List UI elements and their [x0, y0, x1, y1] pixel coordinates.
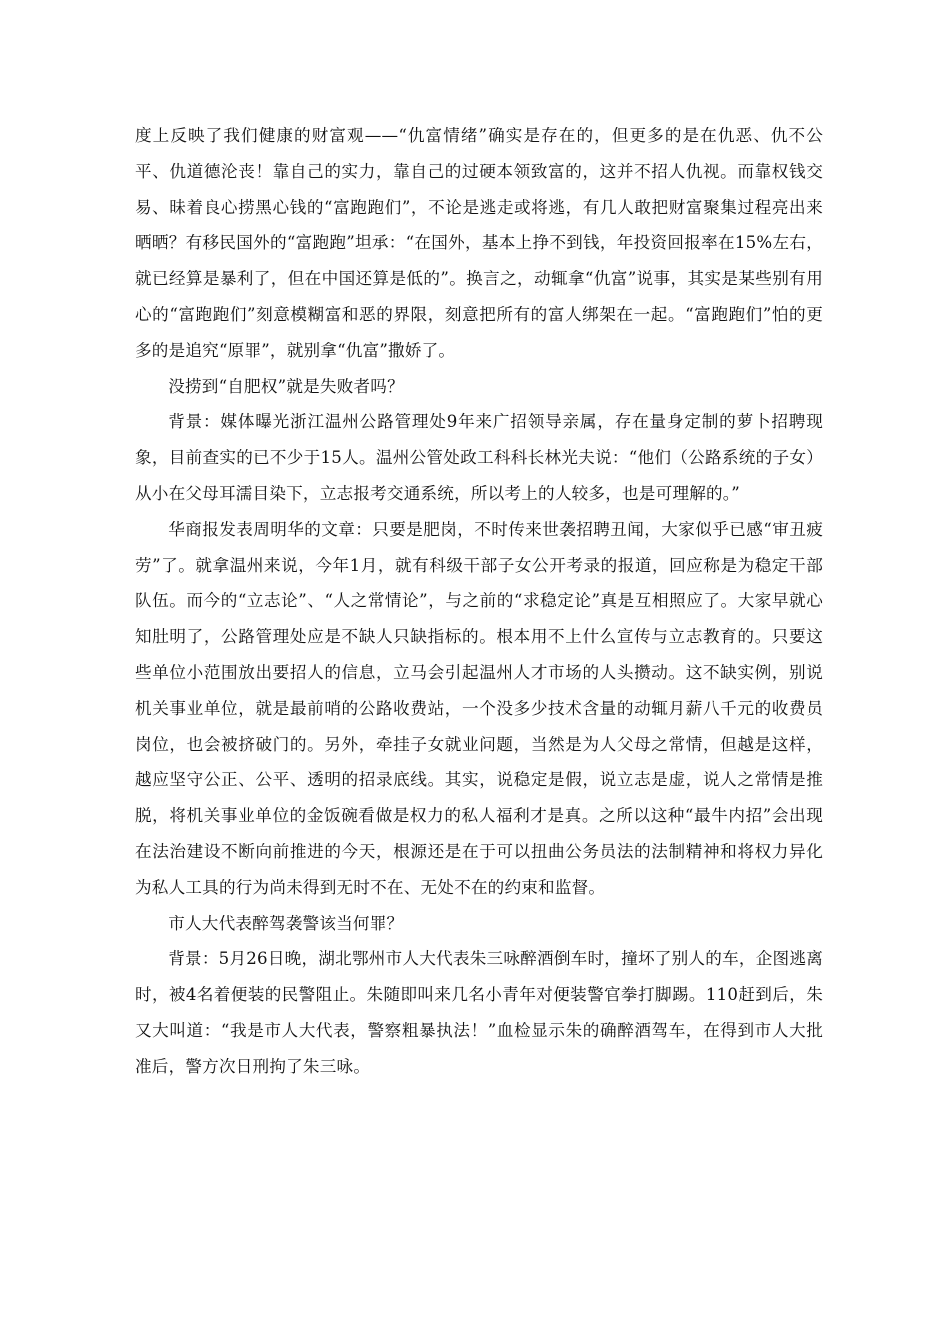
paragraph-commentary-wenzhou: 华商报发表周明华的文章：只要是肥岗，不时传来世袭招聘丑闻，大家似乎已感“审丑疲劳”了。就拿温州来说，今年1月，就有科级干部子女公开考录的报道，回应称是为稳定干部队伍。而今的“立志论”、“人之常情论”，与之前的“求稳定论”真是互相照应了。大家早就心知肚明了，公路管理处应是不缺人只缺指标的。根本用不上什么宣传与立志教育的。只要这些单位小范围放出要招人的信息，立马会引起温州人才市场的人头攒动。这不缺实例，别说机关事业单位，就是最前哨的公路收费站，一个没多少技术含量的动辄月薪八千元的收费员岗位，也会被挤破门的。另外，牵挂子女就业问题，当然是为人父母之常情，但越是这样，越应坚守公正、公平、透明的招录底线。其实，说稳定是假，说立志是虚，说人之常情是推脱，将机关事业单位的金饭碗看做是权力的私人福利才是真。之所以这种“最牛内招”会出现在法治建设不断向前推进的今天，根源还是在于可以扭曲公务员法的法制精神和将权力异化为私人工具的行为尚未得到无时不在、无处不在的约束和监督。	[135, 519, 823, 897]
document-body	[135, 118, 823, 1085]
paragraph-background-wenzhou: 背景：媒体曝光浙江温州公路管理处9年来广招领导亲属，存在量身定制的萝卜招聘现象，目前查实的已不少于15人。温州公管处政工科科长林光夫说：“他们（公路系统的子女）从小在父母耳濡目染下，立志报考交通系统，所以考上的人较多，也是可理解的。”	[135, 412, 823, 503]
paragraph-continuation: 度上反映了我们健康的财富观——“仇富情绪”确实是存在的，但更多的是在仇恶、仇不公平、仇道德沦丧！靠自己的实力，靠自己的过硬本领致富的，这并不招人仇视。而靠权钱交易、昧着良心捞黑心钱的“富跑跑们”，不论是逃走或将逃，有几人敢把财富聚集过程亮出来晒晒？有移民国外的“富跑跑”坦承：“在国外，基本上挣不到钱，年投资回报率在15%左右，就已经算是暴利了，但在中国还算是低的”。换言之，动辄拿“仇富”说事，其实是某些别有用心的“富跑跑们”刻意模糊富和恶的界限，刻意把所有的富人绑架在一起。“富跑跑们”怕的更多的是追究“原罪”，就别拿“仇富”撒娇了。	[135, 126, 823, 360]
section-heading-self-interest: 没捞到“自肥权”就是失败者吗？	[168, 376, 404, 396]
section-heading-drunk-driving: 市人大代表醉驾袭警该当何罪？	[168, 913, 404, 933]
paragraph-background-ezhou: 背景：5月26日晚，湖北鄂州市人大代表朱三咏醉酒倒车时，撞坏了别人的车，企图逃离时，被4名着便装的民警阻止。朱随即叫来几名小青年对便装警官拳打脚踢。110赶到后，朱又大叫道：“我是市人大代表，警察粗暴执法！”血检显示朱的确醉酒驾车，在得到市人大批准后，警方次日刑拘了朱三咏。	[135, 949, 823, 1076]
